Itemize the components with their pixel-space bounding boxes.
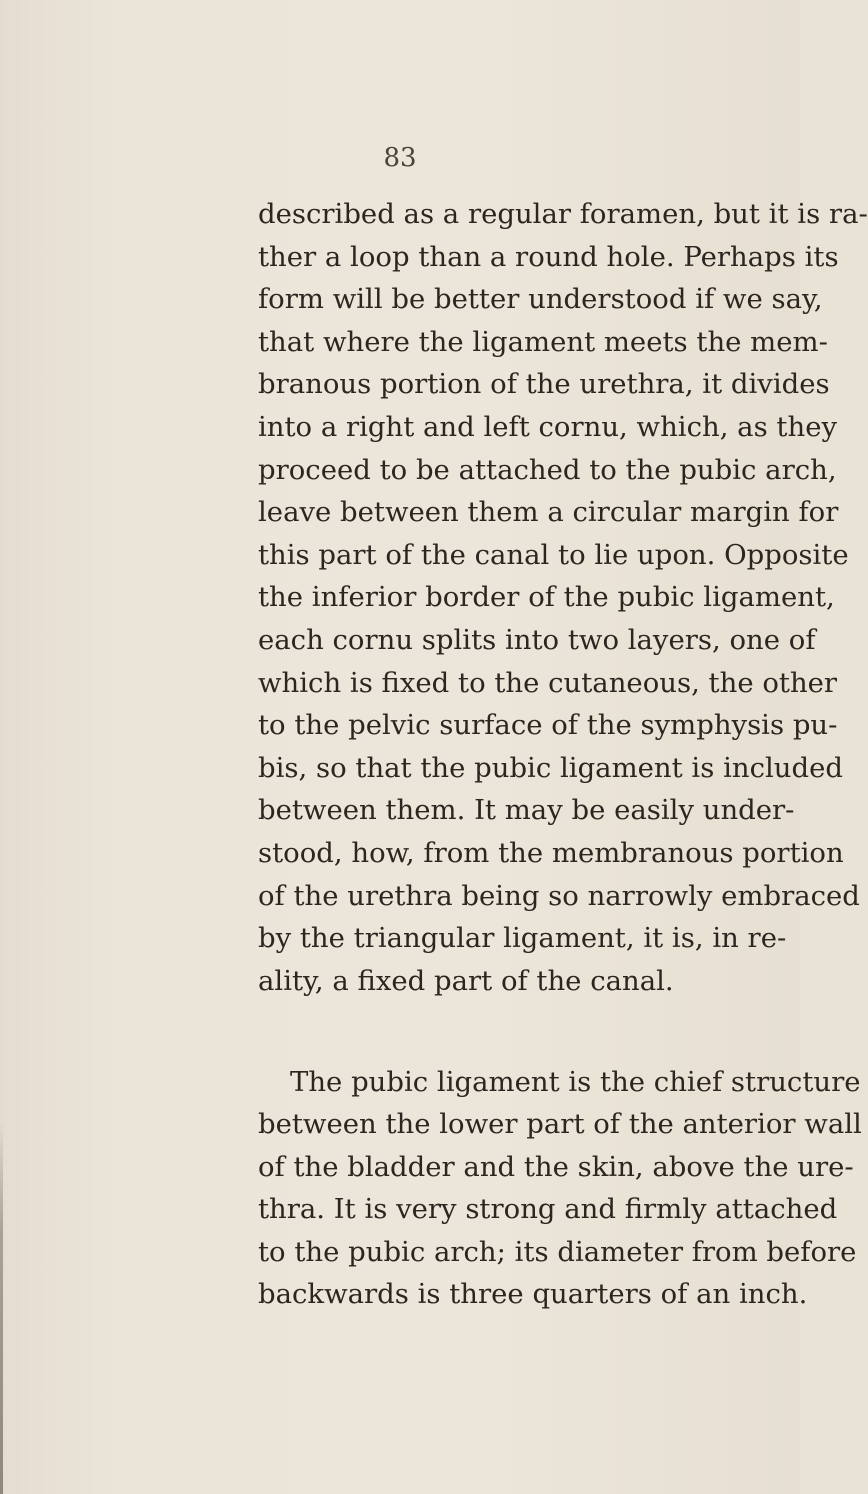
text-line: the inferior border of the pubic ligament, bbox=[258, 581, 835, 614]
text-line: by the triangular ligament, it is, in re- bbox=[258, 922, 787, 955]
text-line: between the lower part of the anterior wall bbox=[258, 1108, 862, 1141]
text-line: that where the ligament meets the mem- bbox=[258, 325, 828, 358]
text-line: form will be better understood if we say, bbox=[258, 283, 823, 316]
text-line: thra. It is very strong and firmly attached bbox=[258, 1193, 838, 1226]
text-line: leave between them a circular margin for bbox=[258, 496, 839, 529]
text-line: which is fixed to the cutaneous, the other bbox=[258, 666, 838, 699]
text-line: backwards is three quarters of an inch. bbox=[258, 1278, 808, 1310]
text-line: to the pubic arch; its diameter from before bbox=[258, 1235, 857, 1268]
text-line: described as a regular foramen, but it is ra- bbox=[258, 198, 868, 230]
text-line: ther a loop than a round hole. Perhaps its bbox=[258, 240, 839, 273]
text-line: between them. It may be easily under- bbox=[258, 794, 795, 827]
page-number: 83 bbox=[383, 143, 417, 173]
page-binding-edge bbox=[0, 1120, 3, 1494]
text-line: of the urethra being so narrowly embraced bbox=[258, 879, 860, 912]
text-line: this part of the canal to lie upon. Opposite bbox=[258, 538, 849, 571]
text-line: to the pelvic surface of the symphysis pu- bbox=[258, 709, 838, 742]
text-line: proceed to be attached to the pubic arch, bbox=[258, 453, 837, 486]
text-line: branous portion of the urethra, it divides bbox=[258, 368, 830, 401]
text-line: each cornu splits into two layers, one of bbox=[258, 624, 816, 656]
text-line: The pubic ligament is the chief structure bbox=[290, 1066, 861, 1098]
text-line: ality, a fixed part of the canal. bbox=[258, 964, 674, 997]
text-line: bis, so that the pubic ligament is included bbox=[258, 751, 843, 784]
text-line: of the bladder and the skin, above the ure- bbox=[258, 1150, 854, 1183]
text-line: into a right and left cornu, which, as they bbox=[258, 411, 838, 443]
text-line: stood, how, from the membranous portion bbox=[258, 837, 844, 869]
